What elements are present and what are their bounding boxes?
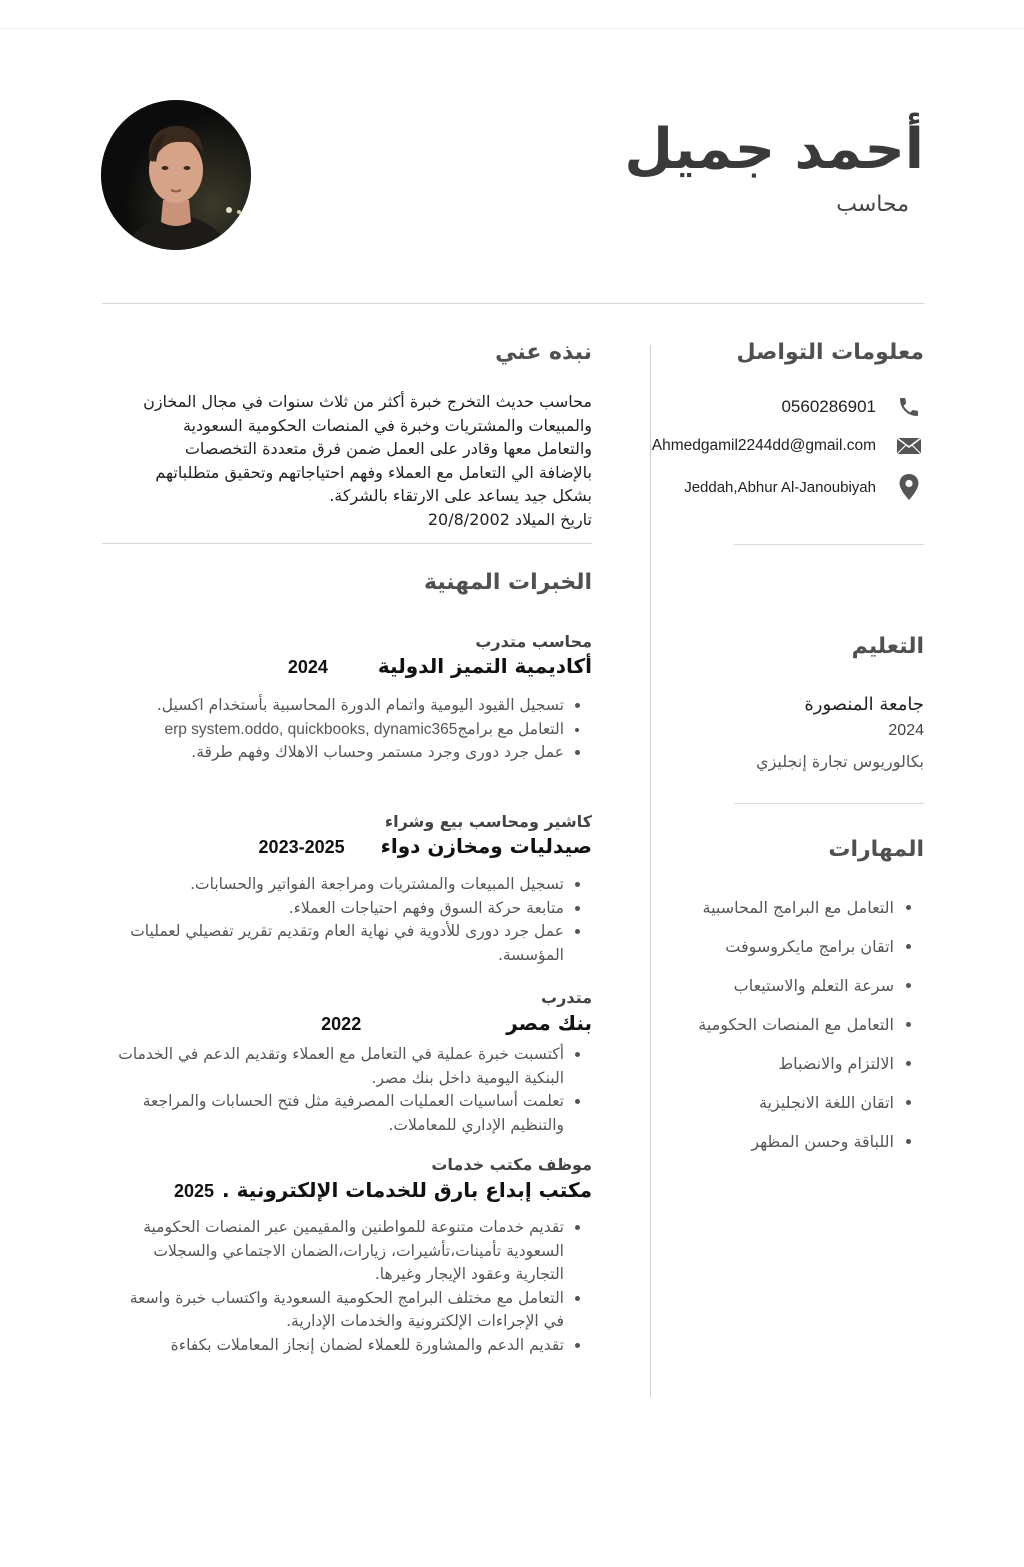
skill-item: • التعامل مع البرامج المحاسبية xyxy=(698,896,894,935)
skills-list xyxy=(698,896,924,1169)
job-date: 2023-2025 xyxy=(258,837,345,857)
envelope-icon xyxy=(894,431,924,461)
about-text xyxy=(122,390,592,531)
job-bullet: • عمل جرد دورى وجرد مستمر وحساب الاهلاك وفهم طرقة. xyxy=(114,741,564,765)
email-address[interactable]: Ahmedgamil2244dd@gmail.com xyxy=(651,437,876,454)
top-border xyxy=(0,28,1024,29)
skill-item: • التعامل مع المنصات الحكومية xyxy=(698,1013,894,1052)
job-bullet: • عمل جرد دورى للأدوية في نهاية العام وتقديم تقرير تفصيلي لعمليات المؤسسة. xyxy=(114,920,564,967)
about-line: والتعامل معها وقادر على العمل ضمن فرق متعددة التخصصات xyxy=(184,439,592,458)
job-bullets xyxy=(114,1043,592,1137)
contact-title: معلومات التواصل xyxy=(736,340,924,365)
job-header xyxy=(102,1011,592,1035)
job-bullets xyxy=(114,1216,592,1357)
job-date: 2022 xyxy=(321,1014,362,1034)
job-bullet: • تقديم الدعم والمشاورة للعملاء لضمان إنجاز المعاملات بكفاءة xyxy=(114,1334,564,1358)
about-line: محاسب حديث التخرج خبرة أكثر من ثلاث سنوات في مجال المخازن xyxy=(143,392,592,411)
contact-location-row xyxy=(624,472,924,502)
profile-photo xyxy=(101,100,251,250)
skill-item: • سرعة التعلم والاستيعاب xyxy=(698,974,894,1013)
skill-item: • اللباقة وحسن المظهر xyxy=(698,1130,894,1169)
job-organization: صيدليات ومخازن دواء xyxy=(380,834,592,858)
contact-divider xyxy=(734,544,924,545)
location-text: Jeddah,Abhur Al-Janoubiyah xyxy=(684,478,876,496)
job-bullet: • متابعة حركة السوق وفهم احتياجات العملاء. xyxy=(114,897,564,921)
phone-number[interactable]: 0560286901 xyxy=(781,397,876,416)
job-bullet: • تسجيل القيود اليومية واتمام الدورة المحاسبية بأستخدام اكسيل. xyxy=(114,694,564,718)
job-bullets xyxy=(114,694,592,765)
about-divider xyxy=(102,543,592,544)
job-bullet: • أكتسبت خبرة عملية في التعامل مع العملاء وتقديم الدعم في الخدمات البنكية اليومية داخل بنك مصر. xyxy=(114,1043,564,1090)
job-header xyxy=(102,654,592,678)
job-date: 2024 xyxy=(287,657,328,677)
job-organization: مكتب إبداع بارق للخدمات الإلكترونية . xyxy=(222,1178,592,1202)
job-bullet: • التعامل مع مختلف البرامج الحكومية السعودية واكتساب خبرة واسعة في الإجراءات الإلكترونية والخدمات الإدارية. xyxy=(114,1287,564,1334)
person-name: أحمد جميل xyxy=(624,117,924,182)
job-organization: بنك مصر xyxy=(506,1011,592,1035)
skill-item: • اتقان برامج مايكروسوفت xyxy=(698,935,894,974)
contact-phone-row xyxy=(624,392,924,422)
education-divider xyxy=(734,803,924,804)
about-line: والمبيعات والمشتريات وخبرة في المنصات الحكومية السعودية xyxy=(182,415,592,435)
contact-email-row xyxy=(624,431,924,461)
phone-icon xyxy=(894,392,924,422)
education-year: 2024 xyxy=(888,722,924,739)
map-pin-icon xyxy=(894,472,924,502)
job-bullets xyxy=(114,873,592,967)
job-organization: أكاديمية التميز الدولية xyxy=(377,654,592,678)
job-title: محاسب xyxy=(836,192,909,217)
job-role: متدرب xyxy=(541,988,592,1007)
job-bullet: • تسجيل المبيعات والمشتريات ومراجعة الفواتير والحسابات. xyxy=(114,873,564,897)
skills-title: المهارات xyxy=(828,837,924,862)
experience-title: الخبرات المهنية xyxy=(423,570,592,595)
education-degree: بكالوريوس تجارة إنجليزي xyxy=(756,752,924,771)
column-divider xyxy=(650,345,651,1397)
about-title: نبذه عني xyxy=(495,340,592,365)
job-header xyxy=(102,834,592,858)
job-bullet: • تقديم خدمات متنوعة للمواطنين والمقيمين عبر المنصات الحكومية السعودية تأمينات،تأشيرات، زيارات،الضمان الاجتماعي والسجلات التجارية وعقود الإيجار وغيرها. xyxy=(114,1216,564,1287)
job-header xyxy=(102,1178,592,1202)
job-bullet: • تعلمت أساسيات العمليات المصرفية مثل فتح الحسابات والمراجعة والتنظيم الإداري للمعاملات. xyxy=(114,1090,564,1137)
about-line: بالإضافة الي التعامل مع العملاء وفهم احتياجاتهم وتحقيق متطلباتهم xyxy=(155,462,592,482)
header-divider xyxy=(102,303,924,304)
education-school: جامعة المنصورة xyxy=(804,694,924,715)
job-role: كاشير ومحاسب بيع وشراء xyxy=(384,812,592,831)
job-bullet: • التعامل مع برامجerp system.oddo, quickbooks, dynamic365 xyxy=(114,718,564,742)
about-line: بشكل جيد يساعد على الارتقاء بالشركة. xyxy=(329,486,592,505)
skill-item: • الالتزام والانضباط xyxy=(698,1052,894,1091)
job-role: محاسب متدرب xyxy=(475,632,592,651)
about-line: تاريخ الميلاد 20/8/2002 xyxy=(427,509,592,529)
skill-item: • اتقان اللغة الانجليزية xyxy=(698,1091,894,1130)
job-role: موظف مكتب خدمات xyxy=(431,1155,592,1174)
job-date: 2025 xyxy=(173,1181,215,1201)
education-title: التعليم xyxy=(851,634,924,659)
